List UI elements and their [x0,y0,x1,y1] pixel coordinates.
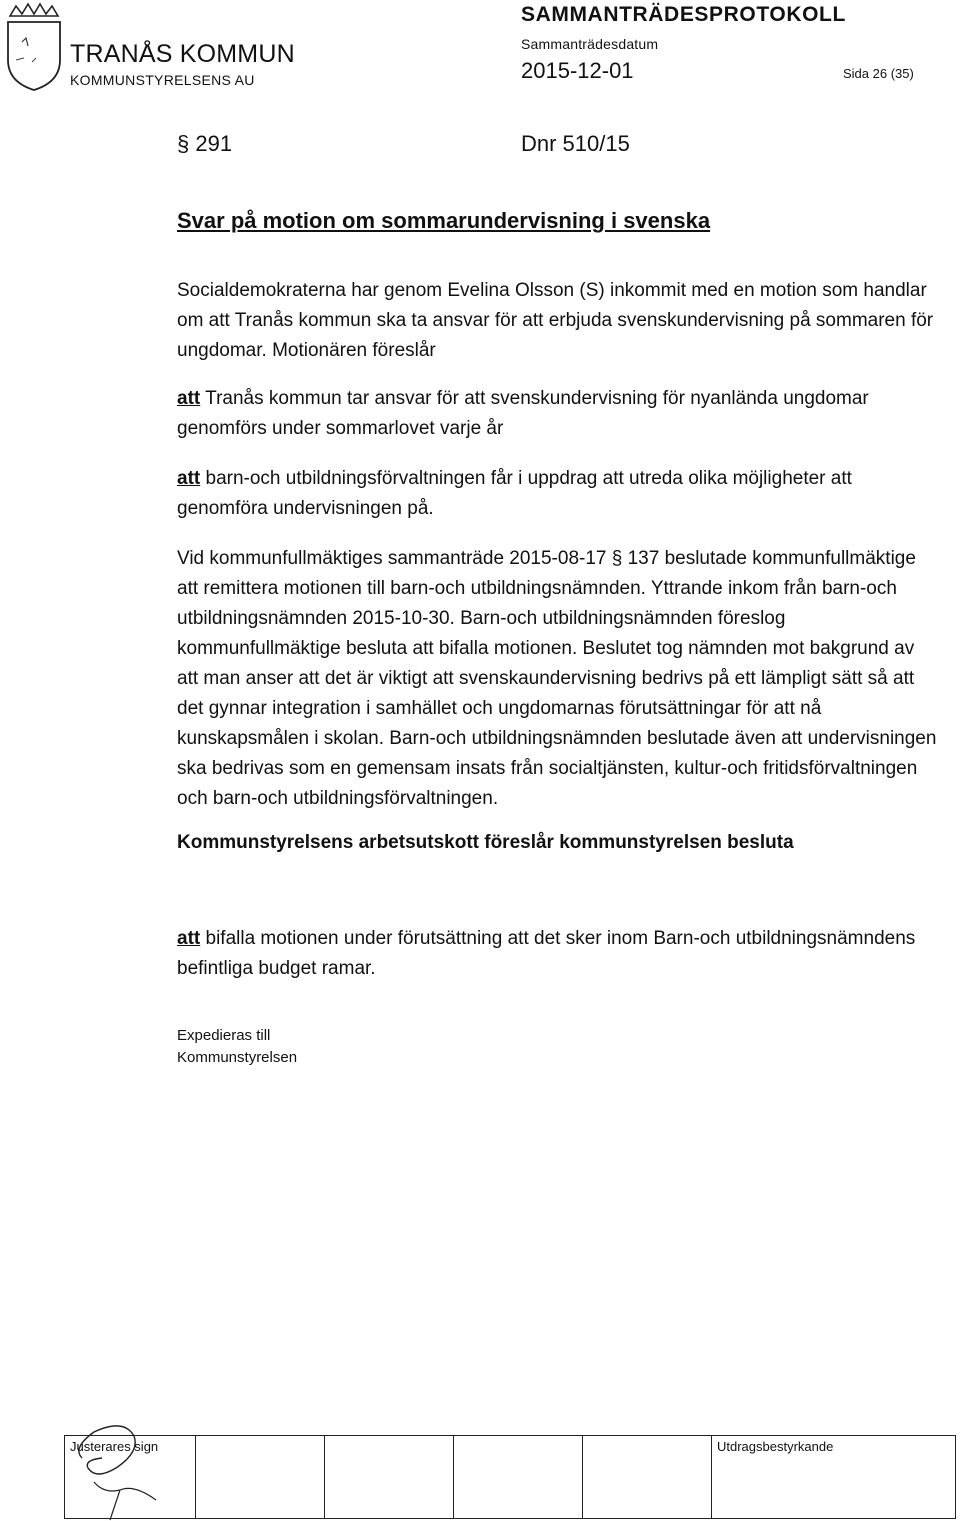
organization-unit: KOMMUNSTYRELSENS AU [70,72,255,88]
paragraph-background: Vid kommunfullmäktiges sammanträde 2015-08-17 § 137 beslutade kommunfullmäktige att remittera motionen till barn-och utbildningsnämnden. Yttrande inkom från barn-och utbildningsnämnden 2015-10-30. Barn-och utbildningsnämnden föreslog kommunfullmäktige besluta att bifalla motionen. Beslutet tog nämnden mot bakgrund av att man anser att det är viktigt att svenskaundervisning bedrivs på ett lämpligt sätt så att det gynnar integration i samhället och ungdomarnas förutsättningar för att nå kunskapsmålen i skolan. Barn-och utbildningsnämnden beslutade även att undervisningen ska bedrivas som en gemensam insats från socialtjänsten, kultur-och fritidsförvaltningen och barn-och utbildningsförvaltningen. [177,548,937,809]
diary-number: Dnr 510/15 [521,131,630,156]
proposal-1-text: Tranås kommun tar ansvar för att svenskundervisning för nyanlända ungdomar genomförs under sommarlovet varje år [177,388,869,439]
signature-cell [196,1436,325,1519]
distribution-recipient: Kommunstyrelsen [177,1049,298,1066]
signature-cell [325,1436,454,1519]
decision-proposal-text: bifalla motionen under förutsättning att det sker inom Barn-och utbildningsnämndens befintliga budget ramar. [177,928,916,979]
proposal-heading: Kommunstyrelsens arbetsutskott föreslår kommunstyrelsen besluta [177,832,794,853]
handwritten-signature [64,1418,174,1521]
paragraph-proposal-1 [177,384,937,444]
document-type: SAMMANTRÄDESPROTOKOLL [521,3,846,26]
signature-cell [583,1436,712,1519]
proposal-2-text: barn-och utbildningsförvaltningen får i uppdrag att utreda olika möjligheter att genomföra undervisningen på. [177,468,852,519]
paragraph-decision-proposal [177,924,937,984]
utdragsbestyrkande-cell [712,1436,956,1519]
paragraph-motion-intro: Socialdemokraterna har genom Evelina Olsson (S) inkommit med en motion som handlar om att Tranås kommun ska ta ansvar för att erbjuda svenskundervisning på sommaren för ungdomar. Motionären föreslår [177,280,934,361]
organization-name: TRANÅS KOMMUN [70,40,295,68]
att-keyword: att [177,468,201,489]
meeting-date-label: Sammanträdesdatum [521,36,659,52]
utdragsbestyrkande-label: Utdragsbestyrkande [717,1439,834,1454]
meeting-date: 2015-12-01 [521,58,634,83]
coat-of-arms-logo [2,2,64,94]
signature-cell [454,1436,583,1519]
page-number: Sida 26 (35) [843,66,914,81]
signature-table [64,1435,956,1519]
att-keyword: att [177,388,201,409]
justerare-sign-label: Justerares sign [70,1439,159,1454]
att-keyword: att [177,928,201,949]
section-title: Svar på motion om sommarundervisning i svenska [177,208,711,233]
section-number: § 291 [177,131,233,156]
paragraph-proposal-2 [177,464,937,524]
distribution-block [177,1025,477,1069]
distribution-label: Expedieras till [177,1027,271,1044]
